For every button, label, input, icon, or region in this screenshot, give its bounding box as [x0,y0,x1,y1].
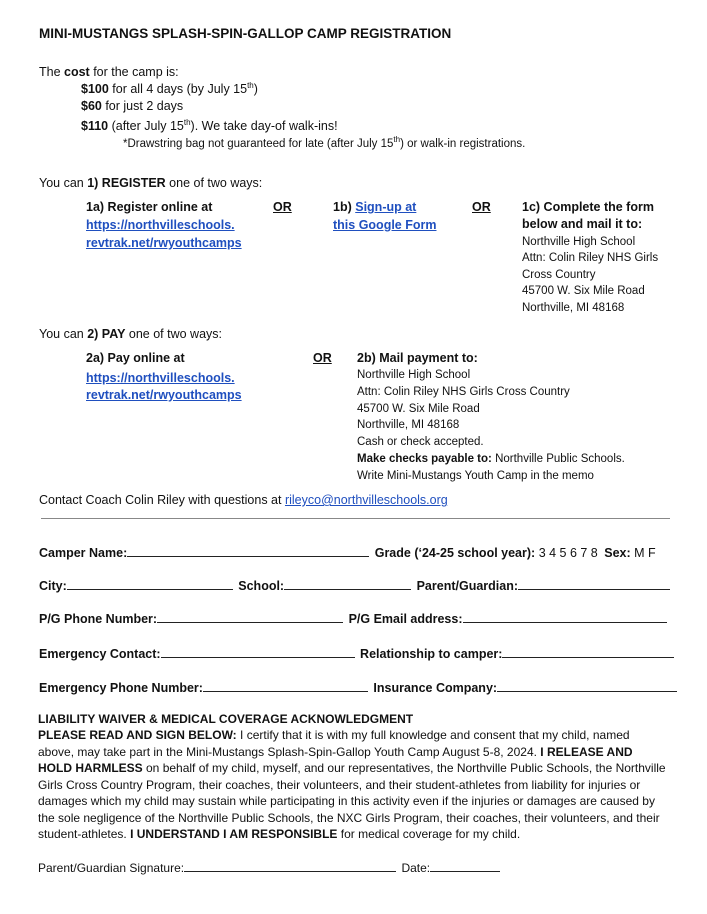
signature-label: Parent/Guardian Signature: [38,861,185,875]
register-option-b [333,199,416,215]
pay-address-line-3: 45700 W. Six Mile Road [357,403,480,415]
register-intro-pre: You can [39,176,88,190]
emergency-contact-label: Emergency Contact: [39,647,161,661]
google-form-link-2[interactable]: this Google Form [333,218,437,232]
contact-text: Contact Coach Colin Riley with questions at [39,493,285,507]
relationship-label: Relationship to camper: [360,647,503,661]
sex-options[interactable]: M F [634,546,656,560]
emergency-phone-field[interactable] [203,680,368,692]
contact-line [39,492,448,508]
register-address-line-3: Cross Country [522,269,596,281]
register-intro [39,175,262,191]
pay-intro-pre: You can [39,327,88,341]
camper-name-field[interactable] [127,545,369,557]
insurance-field[interactable] [497,680,677,692]
cost-intro [39,64,179,80]
waiver-text-3: for medical coverage for my child. [337,827,521,841]
register-option-a-label: 1a) Register online at [86,200,213,214]
pg-phone-label: P/G Phone Number: [39,612,158,626]
cost-line-3-sup: th [183,117,191,127]
cost-intro-bold: cost [64,65,90,79]
contact-email-link[interactable]: rileyco@northvilleschools.org [284,493,448,507]
register-or-1: OR [273,200,292,214]
waiver-text-1: I certify that it is with my full knowledge and consent that my child, named above, may take part in the Mini-Mustangs Splash-Spin-Gallop Youth Camp August 5-8, 2024. [38,728,630,759]
pay-payable [357,451,625,468]
pay-payable-bold: Make checks payable to: [357,453,492,465]
register-online-link-1[interactable]: https://northvilleschools. [86,218,235,232]
insurance-label: Insurance Company: [373,681,498,695]
pay-option-a-label: 2a) Pay online at [86,351,185,365]
waiver-paragraph [38,727,668,843]
signature-field[interactable] [184,860,396,872]
waiver-heading: LIABILITY WAIVER & MEDICAL COVERAGE ACKNOWLEDGMENT [38,712,414,726]
cost-line-2-text: for just 2 days [101,99,184,113]
cost-price-late: $110 [81,119,109,133]
cost-line-1 [81,81,258,97]
city-label: City: [39,579,67,593]
pg-email-field[interactable] [463,611,667,623]
waiver-lead: PLEASE READ AND SIGN BELOW: [38,728,237,742]
pg-phone-field[interactable] [157,611,343,623]
signature-row [38,860,500,875]
cost-price-2days: $60 [81,99,102,113]
pay-intro [39,326,222,342]
form-row-5 [39,680,677,696]
emergency-phone-label: Emergency Phone Number: [39,681,203,695]
pay-memo-note: Write Mini-Mustangs Youth Camp in the memo [357,470,594,482]
register-address-line-2: Attn: Colin Riley NHS Girls [522,252,659,264]
register-intro-bold: 1) REGISTER [87,176,166,190]
google-form-link-1[interactable]: Sign-up at [355,200,417,214]
register-address-line-5: Northville, MI 48168 [522,302,625,314]
register-intro-post: one of two ways: [165,176,263,190]
pg-email-label: P/G Email address: [348,612,463,626]
section-divider [41,518,670,519]
grade-label: Grade (‘24-25 school year): [374,546,536,560]
pay-online-link-2[interactable]: revtrak.net/rwyouthcamps [86,388,242,402]
page-title: MINI-MUSTANGS SPLASH-SPIN-GALLOP CAMP REGISTRATION [39,26,452,41]
pay-option-b-label: 2b) Mail payment to: [357,351,478,365]
cost-line-3-text: (after July 15 [108,119,184,133]
cost-line-1-post: ) [253,82,258,96]
parent-field[interactable] [518,578,670,590]
register-address-line-1: Northville High School [522,236,636,248]
cost-line-3-post: ). We take day-of walk-ins! [190,119,338,133]
school-field[interactable] [284,578,411,590]
form-row-2 [39,578,670,594]
cost-note-sup: th [393,135,401,145]
parent-label: Parent/Guardian: [416,579,519,593]
waiver-release-bold: I RELEASE AND HOLD HARMLESS [38,744,633,775]
register-address-line-4: 45700 W. Six Mile Road [522,285,645,297]
pay-intro-bold: 2) PAY [87,327,126,341]
pay-address-line-4: Northville, MI 48168 [357,419,460,431]
register-option-c-label-2: below and mail it to: [522,217,643,231]
pay-or: OR [313,351,332,365]
camper-name-label: Camper Name: [39,546,128,560]
relationship-field[interactable] [502,646,674,658]
pay-address-line-2: Attn: Colin Riley NHS Girls Cross Country [357,386,570,398]
pay-cash-note: Cash or check accepted. [357,436,484,448]
form-row-3 [39,611,667,627]
cost-note-post: ) or walk-in registrations. [400,138,526,150]
cost-line-3 [81,118,338,134]
school-label: School: [238,579,285,593]
grade-options[interactable]: 3 4 5 6 7 8 [538,546,598,560]
cost-intro-post: for the camp is: [89,65,179,79]
waiver-text-2: on behalf of my child, myself, and our representatives, the Northville Public Schools, the Northville Girls Cross Country Program, their coaches, their volunteers, and their student-athletes from liability for injuries or damages which my child may sustain while participating in this activity even if the injuries or damages are caused by the sole negligence of the Northville Public Schools, the NXC Girls Program, their coaches, their volunteers, and their student-athletes. [38,761,666,841]
emergency-contact-field[interactable] [161,646,355,658]
cost-note [123,136,525,153]
register-online-link-2[interactable]: revtrak.net/rwyouthcamps [86,236,242,250]
cost-line-1-text: for all 4 days (by July 15 [108,82,248,96]
pay-online-link-1[interactable]: https://northvilleschools. [86,371,235,385]
register-or-2: OR [472,200,491,214]
cost-note-pre: *Drawstring bag not guaranteed for late (after July 15 [123,138,394,150]
pay-intro-post: one of two ways: [125,327,222,341]
cost-intro-pre: The [39,65,65,79]
date-field[interactable] [430,860,500,872]
cost-line-2 [81,98,183,114]
city-field[interactable] [67,578,233,590]
cost-price-4days: $100 [81,82,109,96]
sex-label: Sex: [604,546,631,560]
register-option-b-label: 1b) [333,200,356,214]
form-row-4 [39,646,674,662]
pay-address-line-1: Northville High School [357,369,471,381]
form-row-1 [39,545,656,561]
waiver-responsible-bold: I UNDERSTAND I AM RESPONSIBLE [130,827,338,841]
date-label: Date: [401,861,431,875]
cost-line-1-sup: th [247,80,254,90]
register-option-c-label-1: 1c) Complete the form [522,200,654,214]
pay-payable-text: Northville Public Schools. [491,453,625,465]
